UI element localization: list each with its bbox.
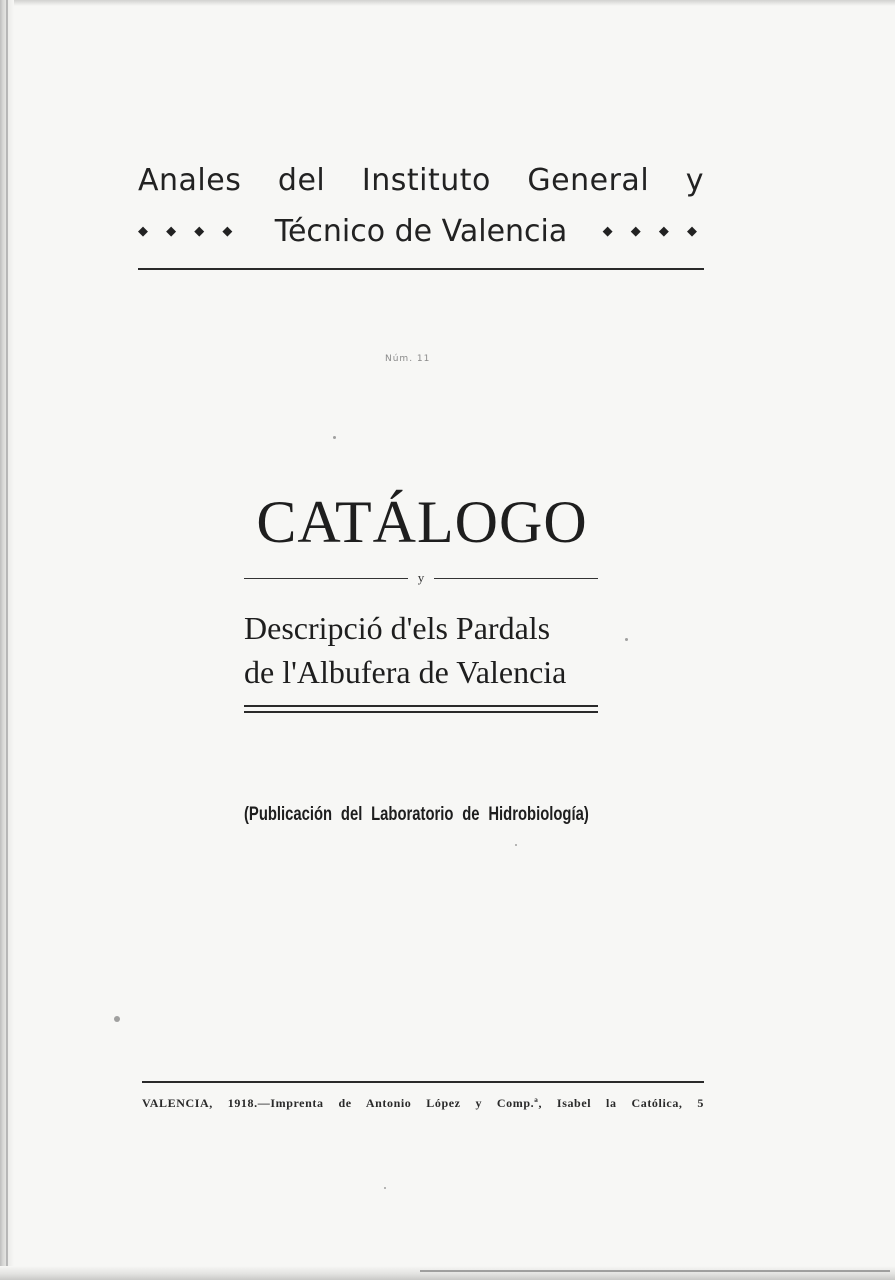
scan-speck xyxy=(384,1187,386,1189)
journal-title-line1: Anales del Instituto General y xyxy=(138,163,704,198)
scan-edge-top xyxy=(0,0,895,6)
conjunction-rule-right xyxy=(434,578,598,579)
journal-title-line2 xyxy=(138,214,704,249)
scan-speck xyxy=(625,638,628,641)
double-rule xyxy=(244,705,598,713)
issue-number-stamp: Núm. 11 xyxy=(385,354,431,364)
subtitle xyxy=(244,606,624,694)
scan-speck xyxy=(114,1016,120,1022)
publication-note: (Publicación del Laboratorio de Hidrobiología) xyxy=(244,804,589,825)
conjunction-rule-left xyxy=(244,578,408,579)
journal-title-line2-text: Técnico de Valencia xyxy=(274,214,568,249)
ornament-left: ◆ ◆ ◆ ◆ xyxy=(138,224,240,239)
scan-edge-bottom-line xyxy=(420,1270,890,1272)
main-title: CATÁLOGO xyxy=(256,489,588,555)
imprint-line: VALENCIA, 1918.—Imprenta de Antonio López y Comp.ª, Isabel la Católica, 5 xyxy=(142,1096,704,1110)
imprint-rule xyxy=(142,1081,704,1083)
scan-edge-bottom xyxy=(0,1266,895,1280)
scan-speck xyxy=(515,844,517,846)
journal-rule xyxy=(138,268,704,270)
conjunction-row xyxy=(244,570,598,586)
subtitle-line2: de l'Albufera de Valencia xyxy=(244,654,567,690)
binding-shadow xyxy=(6,0,8,1280)
ornament-right: ◆ ◆ ◆ ◆ xyxy=(602,224,704,239)
conjunction: y xyxy=(417,570,425,585)
scan-speck xyxy=(333,436,336,439)
subtitle-line1: Descripció d'els Pardals xyxy=(244,610,551,646)
